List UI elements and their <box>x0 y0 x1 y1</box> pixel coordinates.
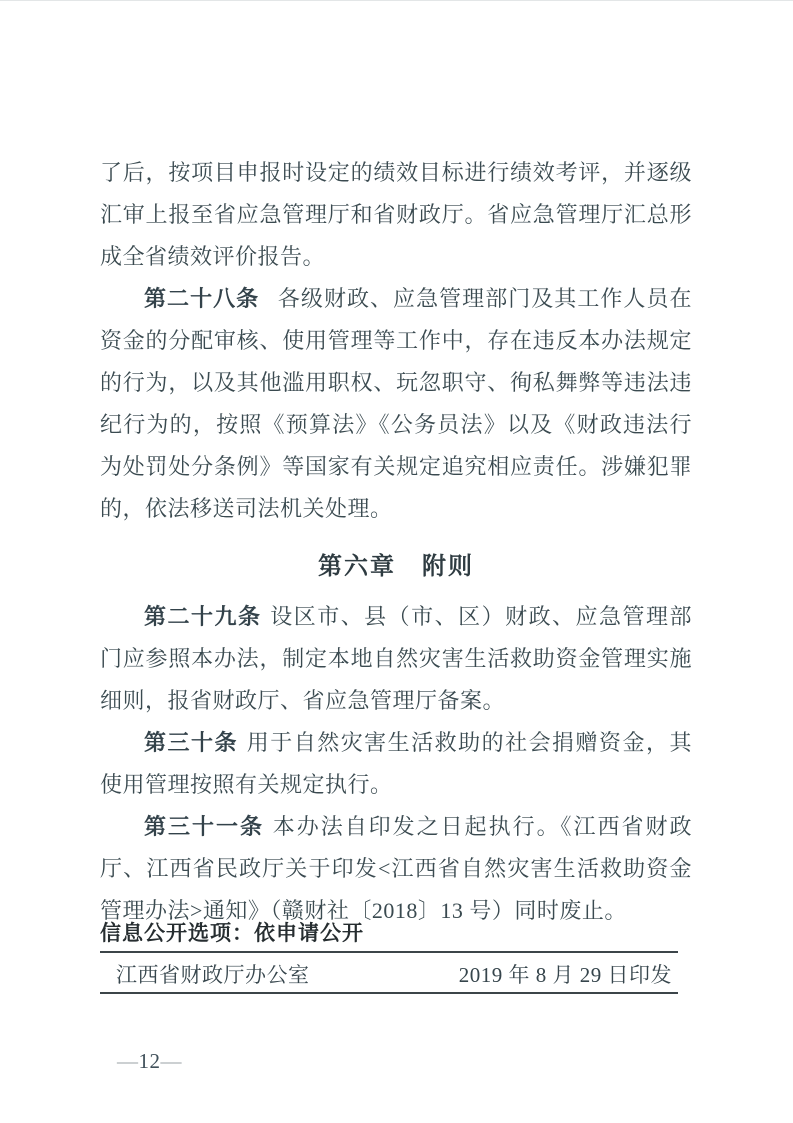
chapter-heading: 第六章 附则 <box>318 553 474 580</box>
footer-divider-top <box>100 951 678 953</box>
disclosure-option-label: 信息公开选项：依申请公开 <box>100 922 364 945</box>
document-body <box>100 152 692 932</box>
page-number-left-dash: — <box>117 1049 139 1073</box>
article-30-number: 第三十条 <box>144 730 238 755</box>
print-date: 2019 年 8 月 29 日印发 <box>458 963 672 987</box>
paragraph-continuation: 了后，按项目申报时设定的绩效目标进行绩效考评，并逐级汇审上报至省应急管理厅和省财政厅。省应急管理厅汇总形成全省绩效评价报告。 <box>100 160 692 269</box>
article-30 <box>100 722 692 806</box>
article-31-number: 第三十一条 <box>144 814 264 839</box>
article-28-text: 各级财政、应急管理部门及其工作人员在资金的分配审核、使用管理等工作中，存在违反本办法规定的行为，以及其他滥用职权、玩忽职守、徇私舞弊等违法违纪行为的，按照《预算法》《公务员法》以及《财政违法行为处罚处分条例》等国家有关规定追究相应责任。涉嫌犯罪的，依法移送司法机关处理。 <box>100 286 692 521</box>
article-29 <box>100 596 692 722</box>
issuing-office: 江西省财政厅办公室 <box>116 963 310 987</box>
page-number-value: 12 <box>138 1049 161 1073</box>
article-29-text: 设区市、县（市、区）财政、应急管理部门应参照本办法，制定本地自然灾害生活救助资金管理实施细则，报省财政厅、省应急管理厅备案。 <box>100 604 692 713</box>
article-29-number: 第二十九条 <box>144 604 262 629</box>
article-28-number: 第二十八条 <box>144 286 260 311</box>
article-31 <box>100 806 692 932</box>
footer-divider-bottom <box>100 992 678 994</box>
page-number-right-dash: — <box>160 1049 182 1073</box>
article-28 <box>100 278 692 530</box>
article-31-text: 本办法自印发之日起执行。《江西省财政厅、江西省民政厅关于印发<江西省自然灾害生活救助资金管理办法>通知》（赣财社〔2018〕13 号）同时废止。 <box>100 814 692 923</box>
article-30-text: 用于自然灾害生活救助的社会捐赠资金，其使用管理按照有关规定执行。 <box>100 730 692 797</box>
page-number <box>117 1047 182 1075</box>
issue-row <box>100 957 678 991</box>
